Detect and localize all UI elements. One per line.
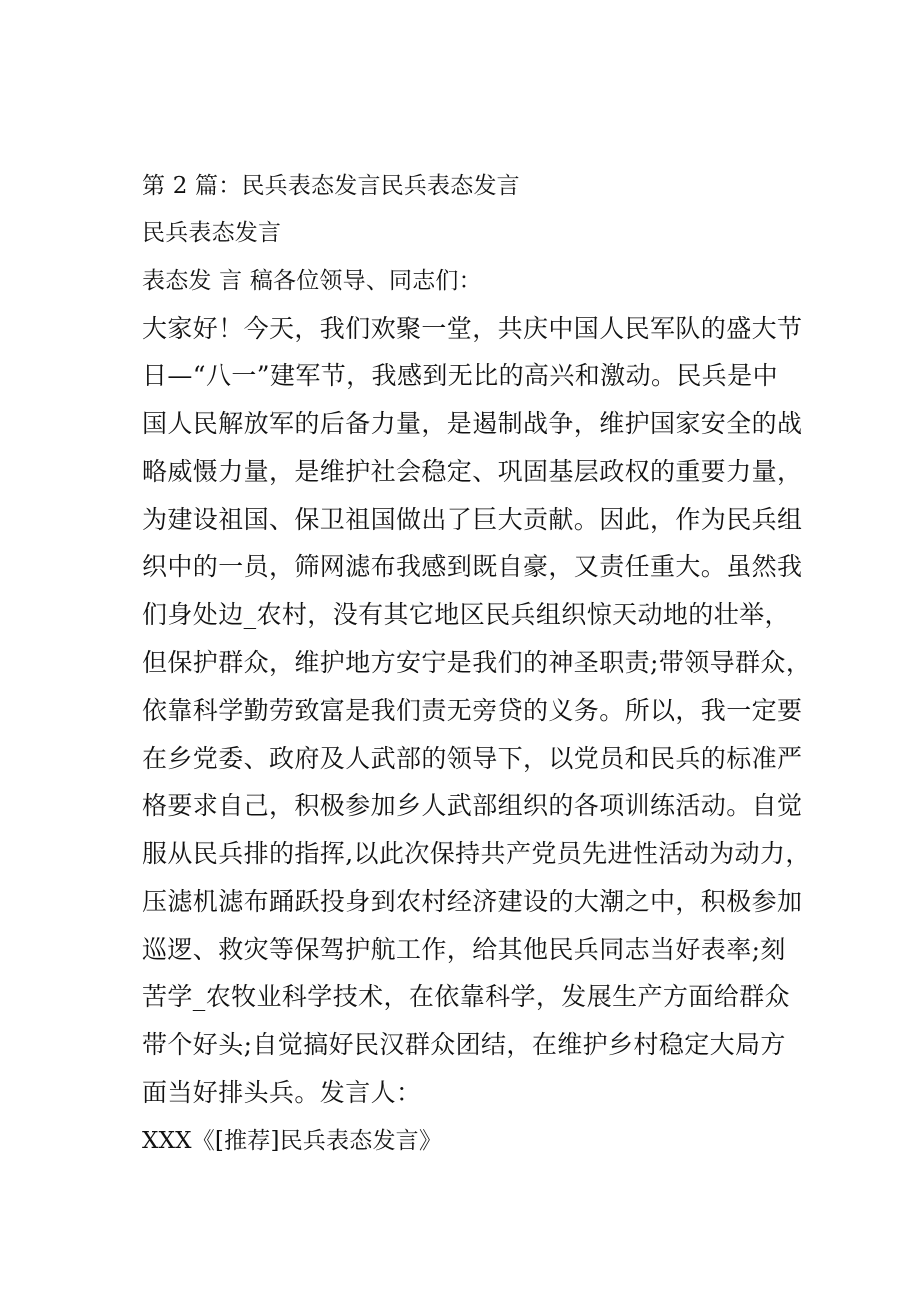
document-subheading: 民兵表态发言 xyxy=(142,220,282,246)
paragraph-line: 格要求自己，积极参加乡人武部组织的各项训练活动。自觉 xyxy=(142,791,803,820)
paragraph-line: 们身处边_农村，没有其它地区民兵组织惊天动地的壮举， xyxy=(142,600,790,629)
paragraph-line: 带个好头;自觉搞好民汉群众团结，在维护乡村稳定大局方 xyxy=(142,1030,786,1059)
paragraph-line: 在乡党委、政府及人武部的领导下，以党员和民兵的标准严 xyxy=(142,744,803,773)
paragraph-line: 日—“八一”建军节，我感到无比的高兴和激动。民兵是中 xyxy=(142,361,778,390)
paragraph-line: 但保护群众，维护地方安宁是我们的神圣职责;带领导群众， xyxy=(142,648,812,677)
paragraph-line: 面当好排头兵。发言人： xyxy=(142,1078,422,1107)
salutation-line: 表态发 言 稿各位领导、同志们： xyxy=(142,268,482,294)
paragraph-line: 苦学_农牧业科学技术，在依靠科学，发展生产方面给群众 xyxy=(142,982,790,1011)
paragraph-line: 国人民解放军的后备力量，是遏制战争，维护国家安全的战 xyxy=(142,409,803,438)
paragraph-line: 略威慑力量，是维护社会稳定、巩固基层政权的重要力量， xyxy=(142,457,803,486)
paragraph-line: 大家好！今天，我们欢聚一堂，共庆中国人民军队的盛大节 xyxy=(142,314,803,343)
paragraph-line: 压滤机滤布踊跃投身到农村经济建设的大潮之中，积极参加 xyxy=(142,887,803,916)
document-heading: 第 2 篇：民兵表态发言民兵表态发言 xyxy=(142,173,520,199)
paragraph-line: 为建设祖国、保卫祖国做出了巨大贡献。因此，作为民兵组 xyxy=(142,505,803,534)
paragraph-line: 织中的一员，筛网滤布我感到既自豪，又责任重大。虽然我 xyxy=(142,552,803,581)
document-footer: XXX《[推荐]民兵表态发言》 xyxy=(142,1128,443,1154)
paragraph-line: 依靠科学勤劳致富是我们责无旁贷的义务。所以，我一定要 xyxy=(142,696,803,725)
paragraph-line: 巡逻、救灾等保驾护航工作，给其他民兵同志当好表率;刻 xyxy=(142,935,786,964)
paragraph-line: 服从民兵排的指挥,以此次保持共产党员先进性活动为动力， xyxy=(142,839,811,868)
